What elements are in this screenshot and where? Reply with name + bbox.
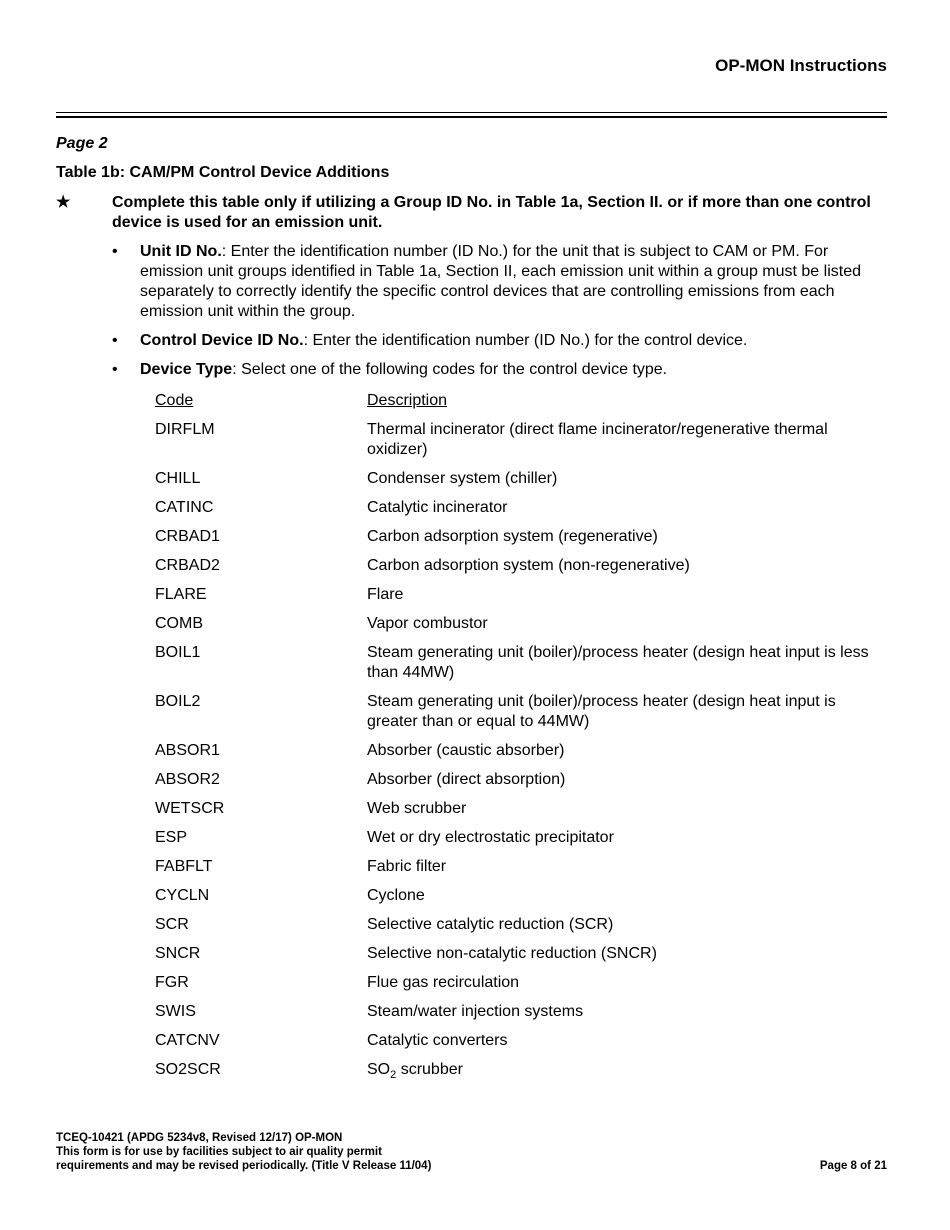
description-cell: Flue gas recirculation (367, 974, 520, 991)
description-subscript: 2 (390, 1069, 397, 1082)
table-row (155, 886, 887, 906)
description-column-header: Description (367, 392, 448, 409)
code-cell: COMB (155, 615, 203, 632)
bullet-term: Device Type (140, 361, 233, 378)
code-cell: CHILL (155, 470, 201, 487)
footer-page-number: Page 8 of 21 (819, 1160, 887, 1172)
code-cell: CYCLN (155, 887, 210, 904)
table-row (155, 770, 887, 790)
code-cell: ABSOR2 (155, 771, 220, 788)
code-cell: BOIL1 (155, 644, 201, 661)
header-rule-thin (56, 112, 887, 113)
description-cell: Selective catalytic reduction (SCR) (367, 916, 614, 933)
table-row (155, 741, 887, 761)
code-cell: SCR (155, 916, 189, 933)
star-icon: ★ (56, 194, 71, 211)
code-cell: SNCR (155, 945, 201, 962)
bullet-device-type (112, 360, 887, 380)
code-cell: CATINC (155, 499, 214, 516)
description-cell: Thermal incinerator (direct flame incinerator/regenerative thermal oxidizer) (367, 421, 828, 458)
description-cell: Wet or dry electrostatic precipitator (367, 829, 614, 846)
footer-line: TCEQ-10421 (APDG 5234v8, Revised 12/17) OP-MON (56, 1132, 343, 1144)
bullet-dot-icon: • (112, 361, 118, 378)
code-cell: FABFLT (155, 858, 213, 875)
code-cell: SWIS (155, 1003, 196, 1020)
table-row (155, 799, 887, 819)
code-cell: FGR (155, 974, 189, 991)
star-note (56, 193, 887, 233)
description-cell: Flare (367, 586, 404, 603)
table-row (155, 643, 887, 683)
description-cell: Condenser system (chiller) (367, 470, 558, 487)
table-row (155, 857, 887, 877)
bullet-text: : Enter the identification number (ID No.) for the unit that is subject to CAM or PM. For emission unit groups identified in Table 1a, Section II, each emission unit within a group must be listed separately to correctly identify the specific control devices that are controlling emissions from each emission unit within the group. (140, 243, 861, 320)
table-row (155, 915, 887, 935)
star-note-text: Complete this table only if utilizing a Group ID No. in Table 1a, Section II. or if more than one control device is used for an emission unit. (112, 194, 871, 231)
description-cell (367, 1060, 887, 1080)
table-row (155, 1060, 887, 1080)
bullet-text: : Enter the identification number (ID No.) for the control device. (303, 332, 748, 349)
code-cell: WETSCR (155, 800, 225, 817)
code-cell: CRBAD1 (155, 528, 220, 545)
device-codes-table (155, 391, 887, 1089)
table-row (155, 1031, 887, 1051)
description-cell: Web scrubber (367, 800, 467, 817)
table-row (155, 527, 887, 547)
footer-form-info (56, 1131, 431, 1173)
code-cell: FLARE (155, 586, 207, 603)
page-label: Page 2 (56, 135, 108, 152)
table-title: Table 1b: CAM/PM Control Device Additions (56, 164, 390, 181)
description-cell: Vapor combustor (367, 615, 488, 632)
bullet-unit-id (112, 242, 887, 322)
code-column-header: Code (155, 392, 194, 409)
description-cell: Absorber (caustic absorber) (367, 742, 565, 759)
table-row (155, 692, 887, 732)
description-cell: Fabric filter (367, 858, 447, 875)
code-cell: DIRFLM (155, 421, 215, 438)
table-row (155, 614, 887, 634)
table-row (155, 973, 887, 993)
table-row (155, 469, 887, 489)
description-cell: Catalytic incinerator (367, 499, 508, 516)
description-cell: Absorber (direct absorption) (367, 771, 566, 788)
codes-header-row (155, 391, 887, 411)
description-prefix: SO (367, 1061, 391, 1078)
description-cell: Steam generating unit (boiler)/process heater (design heat input is greater than or equal to 44MW) (367, 693, 836, 730)
description-cell: Selective non-catalytic reduction (SNCR) (367, 945, 657, 962)
instruction-bullets (112, 242, 887, 389)
table-row (155, 828, 887, 848)
description-cell: Cyclone (367, 887, 425, 904)
description-cell: Steam generating unit (boiler)/process heater (design heat input is less than 44MW) (367, 644, 869, 681)
code-cell: ABSOR1 (155, 742, 220, 759)
description-cell: Catalytic converters (367, 1032, 508, 1049)
description-cell: Carbon adsorption system (non-regenerative) (367, 557, 690, 574)
bullet-control-device-id (112, 331, 887, 351)
table-row (155, 556, 887, 576)
table-row (155, 420, 887, 460)
bullet-dot-icon: • (112, 332, 118, 349)
description-cell: Steam/water injection systems (367, 1003, 584, 1020)
footer-line: requirements and may be revised periodically. (Title V Release 11/04) (56, 1160, 432, 1172)
table-row (155, 585, 887, 605)
code-cell: SO2SCR (155, 1061, 221, 1078)
code-cell: ESP (155, 829, 188, 846)
table-row (155, 1002, 887, 1022)
code-cell: CATCNV (155, 1032, 220, 1049)
table-row (155, 944, 887, 964)
bullet-dot-icon: • (112, 243, 118, 260)
footer-line: This form is for use by facilities subject to air quality permit (56, 1146, 382, 1158)
bullet-text: : Select one of the following codes for the control device type. (232, 361, 668, 378)
header-title: OP-MON Instructions (715, 56, 887, 75)
description-cell: Carbon adsorption system (regenerative) (367, 528, 658, 545)
code-cell: CRBAD2 (155, 557, 220, 574)
header-rule-thick (56, 116, 887, 118)
description-suffix: scrubber (396, 1061, 463, 1078)
table-row (155, 498, 887, 518)
bullet-term: Control Device ID No. (140, 332, 304, 349)
bullet-term: Unit ID No. (140, 243, 222, 260)
code-cell: BOIL2 (155, 693, 201, 710)
